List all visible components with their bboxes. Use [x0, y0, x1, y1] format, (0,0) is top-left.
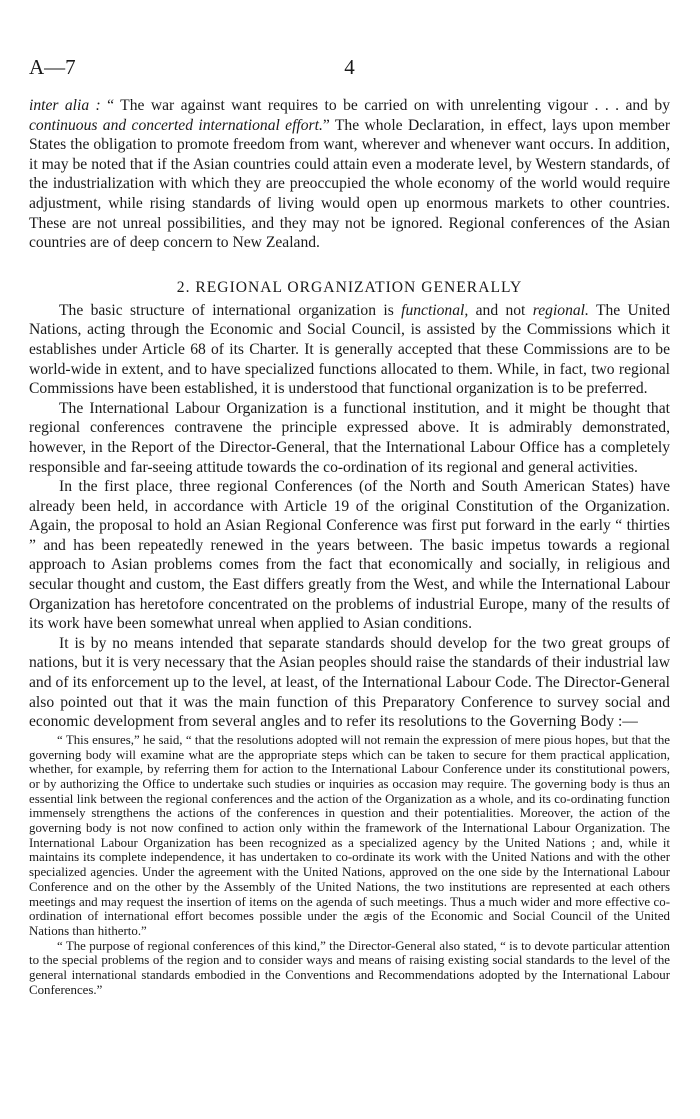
- intro-paragraph: [29, 96, 670, 253]
- intro-text-1: “ The war against want requires to be carried on with unrelenting vigour . . . and by: [100, 97, 670, 114]
- paragraph-regional-conferences: In the first place, three regional Conferences (of the North and South American States) have already been held, in accordance with Article 19 of the original Constitution of the Organization. Again, the proposal to hold an Asian Regional Conference was first put forward in the early “ thirties ” and has been repeatedly renewed in the years between. The basic impetus towards a regional approach to Asian problems comes from the fact that economically and socially, in religious and secular thought and custom, the East differs greatly from the West, and while the International Labour Organization has heretofore concentrated on the problems of industrial Europe, many of the results of its work have been somewhat unreal when applied to Asian conditions.: [29, 478, 670, 633]
- paragraph-functional: [29, 301, 670, 399]
- page-number: 4: [344, 55, 355, 79]
- quotation-governing-body: “ This ensures,” he said, “ that the resolutions adopted will not remain the expression of mere pious hopes, but that the governing body will examine what are the appropriate steps which can be taken to secure for them practical application, whether, for example, by referring them for action to the International Labour Conference under its constitutional powers, or by authorizing the Office to undertake such studies or inquiries as occasion may require. The governing body is thus an essential link between the regional conferences and the action of the Organization as a whole, and its co-ordinating function immensely strengthens the actions of the conferences in question and their potentialities. Moreover, the action of the governing body is not now confined to action only within the framework of the International Labour Organization. The International Labour Organization has been recognized as a specialized agency by the United Nations ; and, while it maintains its complete independence, it has undertaken to co-ordinate its work with the United Nations and with the other specialized agencies. Under the agreement with the United Nations, approved on the one side by the International Labour Conference and on the other by the Assembly of the United Nations, the two institutions are represented at each others meetings and may request the insertion of items on the agenda of such meetings. Thus a much wider and more effective co-ordination of international effort becomes possible under the ægis of the Economic and Social Council of the United Nations than hitherto.”: [29, 732, 670, 938]
- intro-italic-lead: inter alia :: [29, 97, 101, 114]
- quotation-block: [29, 733, 670, 998]
- para1-text-pre: The basic structure of international organization is: [59, 301, 402, 319]
- para1-italic-functional: functional,: [401, 301, 469, 319]
- paragraph-standards: It is by no means intended that separate standards should develop for the two great groups of nations, but it is very necessary that the Asian peoples should raise the standards of their industrial law and of its enforcement up to the level, at least, of the International Labour Code. The Director-General also pointed out that it was the main function of this Preparatory Conference to survey social and economic development from several angles and to refer its resolutions to the Governing Body :—: [29, 634, 670, 731]
- page-body: [29, 96, 670, 997]
- quotation-purpose: “ The purpose of regional conferences of this kind,” the Director-General also stated, “ is to devote particular attention to the special problems of the region and to consider ways and means of raising existing social standards to the level of the general international standards embodied in the Conventions and Recommendations adopted by the International Labour Conferences.”: [29, 938, 670, 997]
- para1-text-mid: and not: [468, 301, 533, 319]
- document-reference: A—7: [29, 55, 76, 79]
- para1-italic-regional: regional.: [532, 301, 589, 319]
- paragraph-ilo: The International Labour Organization is a functional institution, and it might be thought that regional conferences contravene the principle expressed above. It is admirably demonstrated, however, in the Report of the Director-General, that the International Labour Office has a completely responsible and far-seeing attitude towards the co-ordination of its regional and general activities.: [29, 399, 670, 476]
- section-heading: 2. REGIONAL ORGANIZATION GENERALLY: [176, 278, 523, 296]
- intro-text-2: ” The whole Declaration, in effect, lays upon member States the obligation to promote freedom from want, wherever and whenever want occurs. In addition, it may be noted that if the Asian countries could attain even a moderate level, by Western standards, of the industrialization with which they are preoccupied the whole economy of the world would require adjustment, while rising standards of living would open up enormous markets to other countries. These are not unreal possibilities, and they may not be ignored. Regional conferences of the Asian countries are of deep concern to New Zealand.: [29, 116, 671, 252]
- para1-text-post: The United Nations, acting through the Economic and Social Council, is assisted by the Commissions which it establishes under Article 68 of its Charter. It is generally accepted that these Commissions are to be world-wide in extent, and to have specialized functions allocated to them. While, in fact, two regional Commissions have been established, it is understood that functional organization is to be preferred.: [29, 301, 670, 398]
- intro-italic-mid: continuous and concerted international effort.: [29, 116, 323, 134]
- page-header: [29, 55, 670, 79]
